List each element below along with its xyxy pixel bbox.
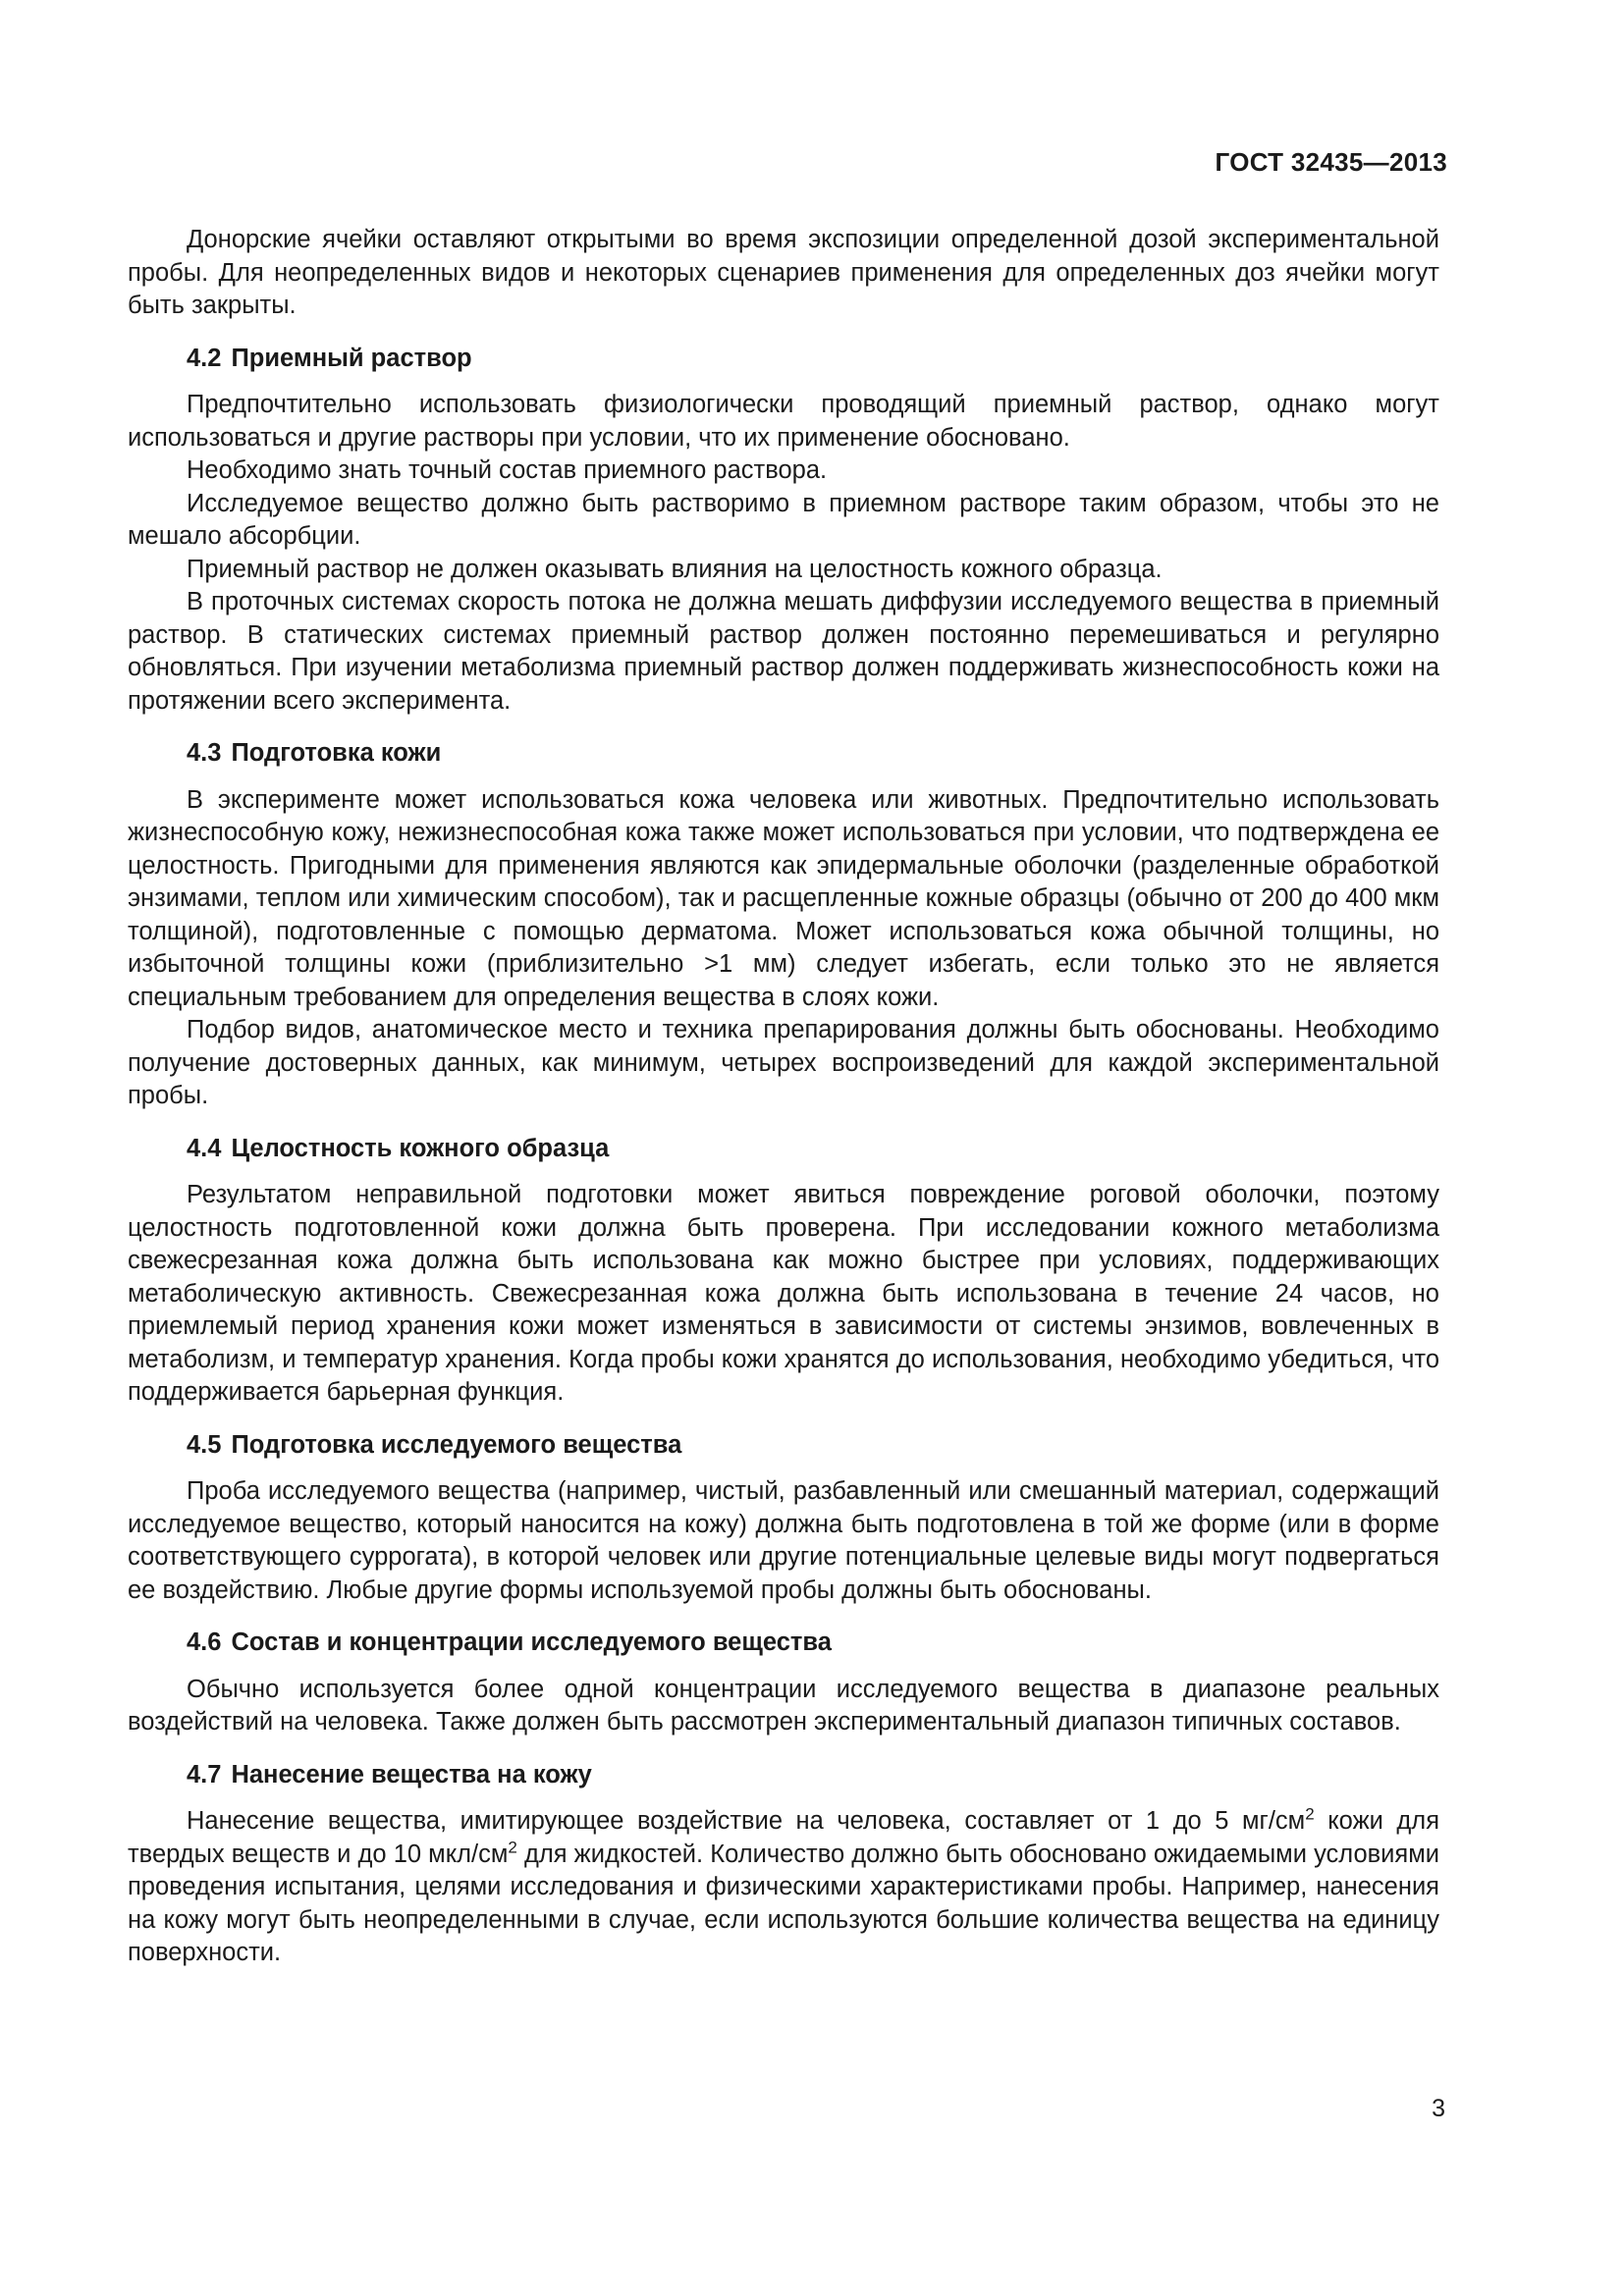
section-number: 4.7 bbox=[187, 1760, 222, 1789]
paragraph: Приемный раствор не должен оказывать влияния на целостность кожного образца. bbox=[187, 555, 1163, 583]
text-run: кожи для твердых веществ и до 10 мкл/см bbox=[128, 1807, 1439, 1868]
paragraph: Обычно используется более одной концентрации исследуемого вещества в диапазоне реальных воздействий на человека. Также должен быть рассмотрен экспериментальный диапазон типичных составов. bbox=[128, 1675, 1439, 1735]
section-number: 4.5 bbox=[187, 1430, 222, 1459]
paragraph: Исследуемое вещество должно быть растворимо в приемном растворе таким образом, чтобы это не мешало абсорбции. bbox=[128, 489, 1439, 550]
section-title: Подготовка исследуемого вещества bbox=[231, 1430, 682, 1459]
page-number: 3 bbox=[1432, 2095, 1445, 2122]
paragraph: Проба исследуемого вещества (например, чистый, разбавленный или смешанный материал, содержащий исследуемое вещество, который наносится на кожу) должна быть подготовлена в той же форме (или в форме соответствующего суррогата), в которой человек или другие потенциальные целевые виды могут подвергаться ее воздействию. Любые другие формы используемой пробы должны быть обоснованы. bbox=[128, 1477, 1439, 1604]
section-heading-4-7 bbox=[187, 1759, 1439, 1792]
text-run: Нанесение вещества, имитирующее воздействие на человека, составляет от 1 до 5 мг/см bbox=[187, 1807, 1306, 1835]
section-title: Приемный раствор bbox=[231, 344, 472, 372]
paragraph: Результатом неправильной подготовки может явиться повреждение роговой оболочки, поэтому целостность подготовленной кожи должна быть проверена. При исследовании кожного метаболизма свежесрезанная кожа должна быть использована как можно быстрее при условиях, поддерживающих метаболическую активность. Свежесрезанная кожа должна быть использована в течение 24 часов, но приемлемый период хранения кожи может изменяться в зависимости от системы энзимов, вовлеченных в метаболизм, и температур хранения. Когда пробы кожи хранятся до использования, необходимо убедиться, что поддерживается барьерная функция. bbox=[128, 1181, 1439, 1406]
text-run: для жидкостей. Количество должно быть обосновано ожидаемыми условиями проведения испытания, целями исследования и физическими характеристиками пробы. Например, нанесения на кожу могут быть неопределенными в случае, если используются большие количества вещества на единицу поверхности. bbox=[128, 1840, 1440, 1966]
paragraph-with-units bbox=[128, 1805, 1439, 1970]
section-number: 4.2 bbox=[187, 344, 222, 372]
section-number: 4.3 bbox=[187, 739, 222, 767]
section-heading-4-2 bbox=[187, 343, 1439, 376]
paragraph: В проточных системах скорость потока не должна мешать диффузии исследуемого вещества в приемный раствор. В статических системах приемный раствор должен постоянно перемешиваться и регулярно обновляться. При изучении метаболизма приемный раствор должен поддерживать жизнеспособность кожи на протяжении всего эксперимента. bbox=[128, 588, 1439, 715]
paragraph: В эксперименте может использоваться кожа человека или животных. Предпочтительно использовать жизнеспособную кожу, нежизнеспособная кожа также может использоваться при условии, что подтверждена ее целостность. Пригодными для применения являются как эпидермальные оболочки (разделенные обработкой энзимами, теплом или химическим способом), так и расщепленные кожные образцы (обычно от 200 до 400 мкм толщиной), подготовленные с помощью дерматома. Может использоваться кожа обычной толщины, но избыточной толщины кожи (приблизительно >1 мм) следует избегать, если только это не является специальным требованием для определения вещества в слоях кожи. bbox=[128, 785, 1439, 1011]
section-number: 4.6 bbox=[187, 1629, 222, 1656]
section-title: Подготовка кожи bbox=[231, 739, 442, 767]
intro-paragraph: Донорские ячейки оставляют открытыми во время экспозиции определенной дозой экспериментальной пробы. Для неопределенных видов и некоторых сценариев применения для определенных доз ячейки могут быть закрыты. bbox=[128, 226, 1439, 319]
section-title: Нанесение вещества на кожу bbox=[231, 1760, 592, 1789]
paragraph: Предпочтительно использовать физиологически проводящий приемный раствор, однако могут использоваться и другие растворы при условии, что их применение обосновано. bbox=[128, 391, 1439, 452]
section-heading-4-5 bbox=[187, 1429, 1439, 1463]
section-number: 4.4 bbox=[187, 1134, 222, 1162]
section-heading-4-3 bbox=[187, 737, 1439, 771]
superscript: 2 bbox=[1305, 1804, 1315, 1824]
section-heading-4-6 bbox=[187, 1627, 1439, 1660]
paragraph: Необходимо знать точный состав приемного раствора. bbox=[187, 456, 828, 484]
section-heading-4-4 bbox=[187, 1133, 1439, 1166]
section-title: Целостность кожного образца bbox=[231, 1134, 610, 1162]
superscript: 2 bbox=[508, 1838, 517, 1856]
paragraph: Подбор видов, анатомическое место и техника препарирования должны быть обоснованы. Необходимо получение достоверных данных, как минимум, четырех воспроизведений для каждой экспериментальной пробы. bbox=[128, 1016, 1439, 1109]
document-code: ГОСТ 32435—2013 bbox=[1215, 147, 1447, 177]
page-content bbox=[128, 224, 1439, 1970]
section-title: Состав и концентрации исследуемого вещества bbox=[231, 1629, 832, 1656]
